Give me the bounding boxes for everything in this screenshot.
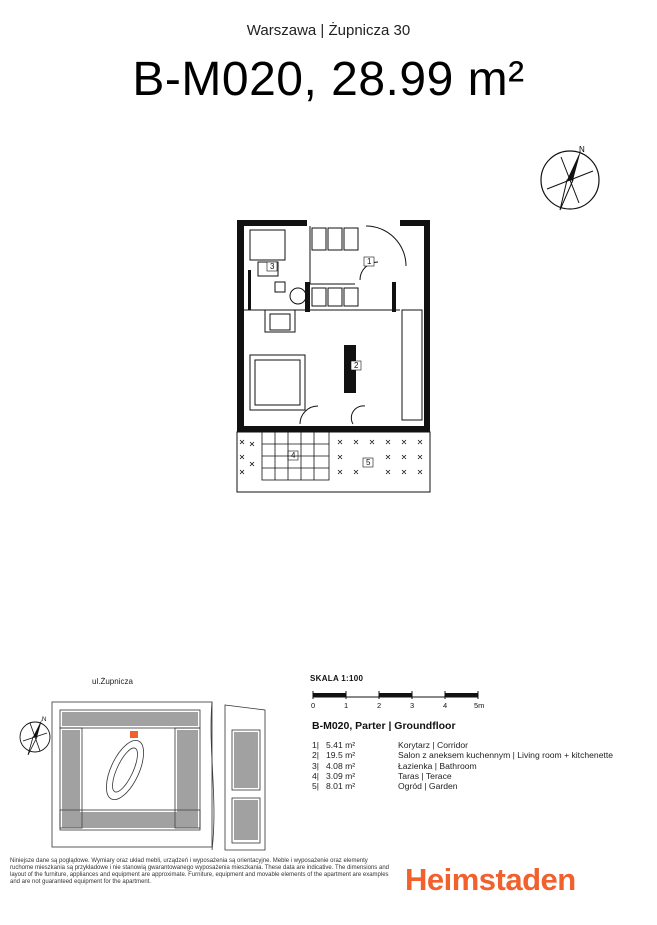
disclaimer-text: Niniejsze dane są poglądowe. Wymiary oraz układ mebli, urządzeń i wyposażenia są orientacyjne. Meble i wyposażenie oraz elementy ruchome mieszkania są przykładowe i nie stanowią gwarantowanego wyposażenia mieszkania. These data are indicative. The dimensions and layout of the furniture, appliances and equipment are approximate. Furniture, equipment and movable elements of the apartment are examples and are not guaranteed equipment for the apartment. <box>10 858 389 885</box>
scale-tick: 3 <box>410 701 415 710</box>
svg-text:N: N <box>42 717 47 723</box>
scale-tick: 5m <box>474 701 485 710</box>
north-arrow-icon <box>538 144 606 212</box>
room-row: 2| 19.5 m² Salon z aneksem kuchennym | Living room + kitchenette <box>312 750 614 761</box>
scale-bar <box>310 674 510 710</box>
scale-tick: 0 <box>311 701 316 710</box>
unit-title-heading: B-M020, 28.99 m² <box>132 53 525 106</box>
site-plan <box>40 690 280 860</box>
room-row: 5| 8.01 m² Ogród | Garden <box>312 781 458 792</box>
north-arrow-small-icon <box>18 713 52 757</box>
room-row: 3| 4.08 m² Łazienka | Bathroom <box>312 760 477 771</box>
unit-details-title: B-M020, Parter | Groundfloor <box>312 720 456 732</box>
floor-plan <box>230 210 445 500</box>
scale-ruler <box>310 687 485 701</box>
scale-tick: 1 <box>344 701 349 710</box>
room-row: 4| 3.09 m² Taras | Terace <box>312 770 452 781</box>
location-line: Warszawa | Żupnicza 30 <box>246 22 411 39</box>
scale-tick: 2 <box>377 701 382 710</box>
svg-text:4: 4 <box>291 451 296 460</box>
scale-tick: 4 <box>443 701 448 710</box>
room-list <box>312 740 613 791</box>
street-label: ul.Żupnicza <box>92 677 133 686</box>
room-row: 1| 5.41 m² Korytarz | Corridor <box>312 740 469 750</box>
scale-label: SKALA 1:100 <box>310 674 364 683</box>
unit-location-marker <box>130 731 138 738</box>
north-label: N <box>579 145 585 154</box>
brand-logo: Heimstaden <box>405 862 576 897</box>
svg-text:1: 1 <box>367 257 372 266</box>
svg-text:3: 3 <box>270 262 275 271</box>
svg-text:2: 2 <box>354 361 359 370</box>
svg-text:5: 5 <box>366 458 371 467</box>
